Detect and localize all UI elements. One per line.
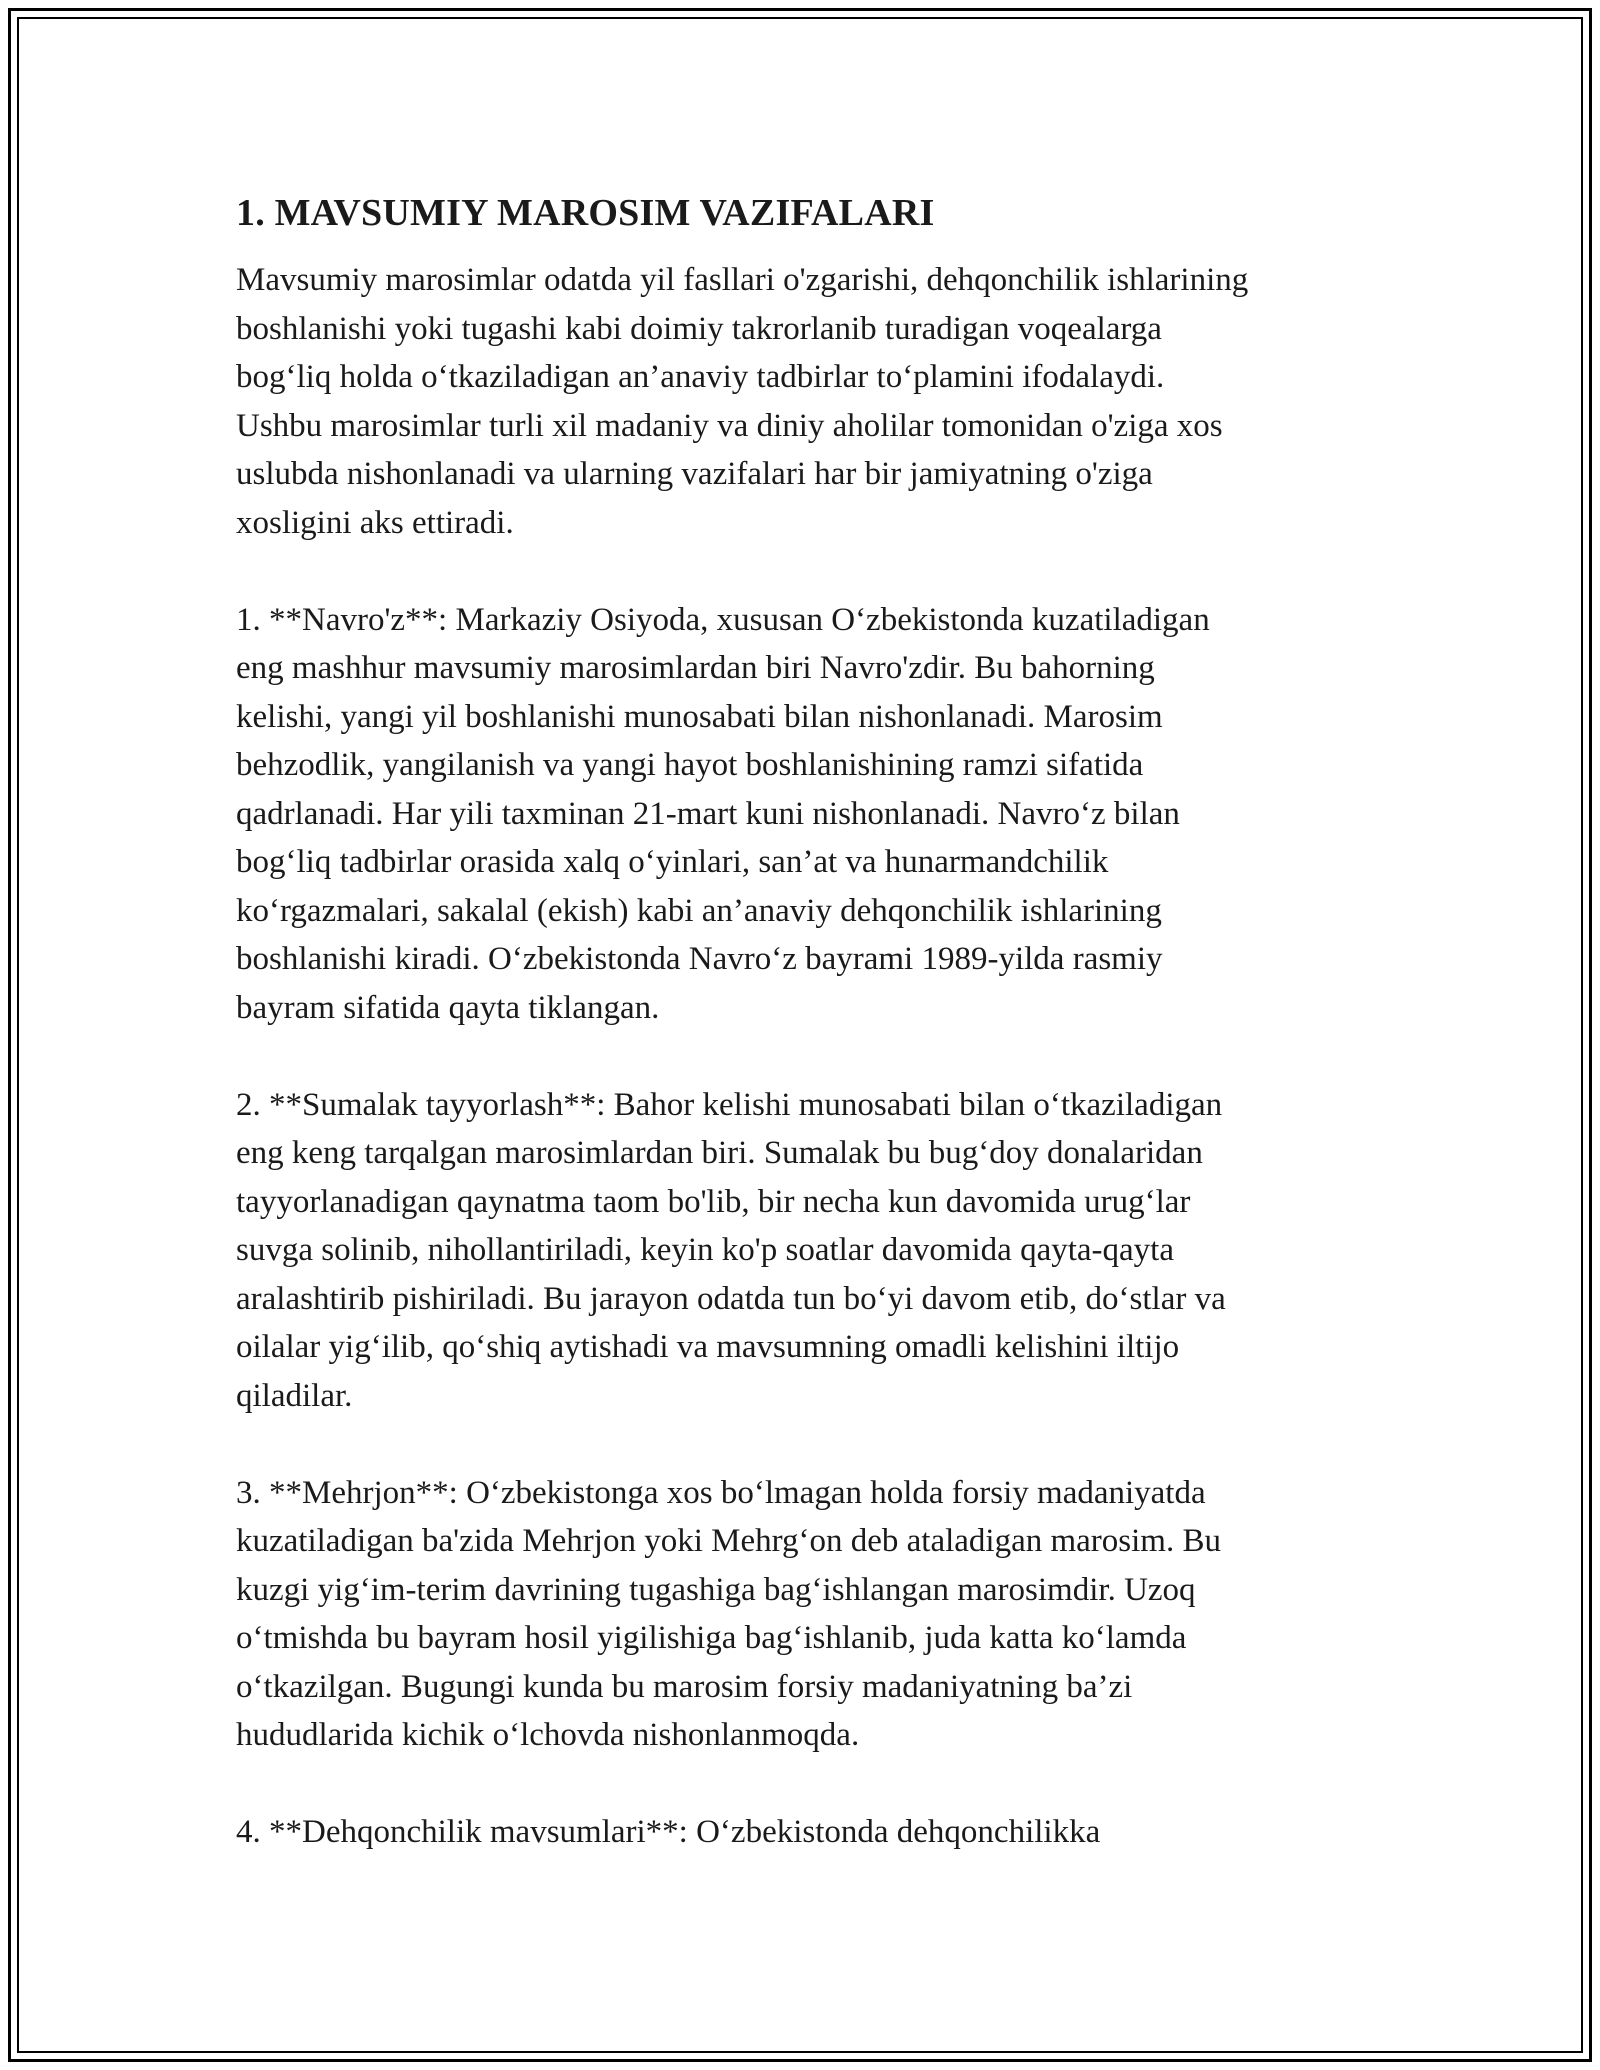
document-body: [236, 186, 1376, 1857]
paragraph-sumalak: 2. **Sumalak tayyorlash**: Bahor kelishi munosabati bilan o‘tkaziladigan eng keng tarqalgan marosimlardan biri. Sumalak bu bug‘doy donalaridan tayyorlanadigan qaynatma taom bo'lib, bir necha kun davomida urug‘lar suvga solinib, nihollantiriladi, keyin ko'p soatlar davomida qayta-qayta aralashtirib pishiriladi. Bu jarayon odatda tun bo‘yi davom etib, do‘stlar va oilalar yig‘ilib, qo‘shiq aytishadi va mavsumning omadli kelishini iltijo qiladilar.: [236, 1086, 1226, 1414]
intro-paragraph: Mavsumiy marosimlar odatda yil fasllari o'zgarishi, dehqonchilik ishlarining boshlanishi yoki tugashi kabi doimiy takrorlanib turadigan voqealarga bog‘liq holda o‘tkaziladigan an’anaviy tadbirlar to‘plamini ifodalaydi. Ushbu marosimlar turli xil madaniy va diniy aholilar tomonidan o'ziga xos uslubda nishonlanadi va ularning vazifalari har bir jamiyatning o'ziga xosligini aks ettiradi.: [236, 262, 1249, 541]
paragraph-mehrjon: 3. **Mehrjon**: O‘zbekistonga xos bo‘lmagan holda forsiy madaniyatda kuzatiladigan ba'zida Mehrjon yoki Mehrg‘on deb ataladigan marosim. Bu kuzgi yig‘im-terim davrining tugashiga bag‘ishlangan marosimdir. Uzoq o‘tmishda bu bayram hosil yigilishiga bag‘ishlanib, juda katta ko‘lamda o‘tkazilgan. Bugungi kunda bu marosim forsiy madaniyatning ba’zi hududlarida kichik o‘lchovda nishonlanmoqda.: [236, 1474, 1221, 1753]
document-title: 1. MAVSUMIY MAROSIM VAZIFALARI: [236, 192, 935, 234]
paragraph-dehqonchilik: 4. **Dehqonchilik mavsumlari**: O‘zbekistonda dehqonchilikka: [236, 1814, 1101, 1850]
paragraph-navroz: 1. **Navro'z**: Markaziy Osiyoda, xususan O‘zbekistonda kuzatiladigan eng mashhur mavsumiy marosimlardan biri Navro'zdir. Bu bahorning kelishi, yangi yil boshlanishi munosabati bilan nishonlanadi. Marosim behzodlik, yangilanish va yangi hayot boshlanishining ramzi sifatida qadrlanadi. Har yili taxminan 21-mart kuni nishonlanadi. Navro‘z bilan bog‘liq tadbirlar orasida xalq o‘yinlari, san’at va hunarmandchilik ko‘rgazmalari, sakalal (ekish) kabi an’anaviy dehqonchilik ishlarining boshlanishi kiradi. O‘zbekistonda Navro‘z bayrami 1989-yilda rasmiy bayram sifatida qayta tiklangan.: [236, 601, 1210, 1026]
